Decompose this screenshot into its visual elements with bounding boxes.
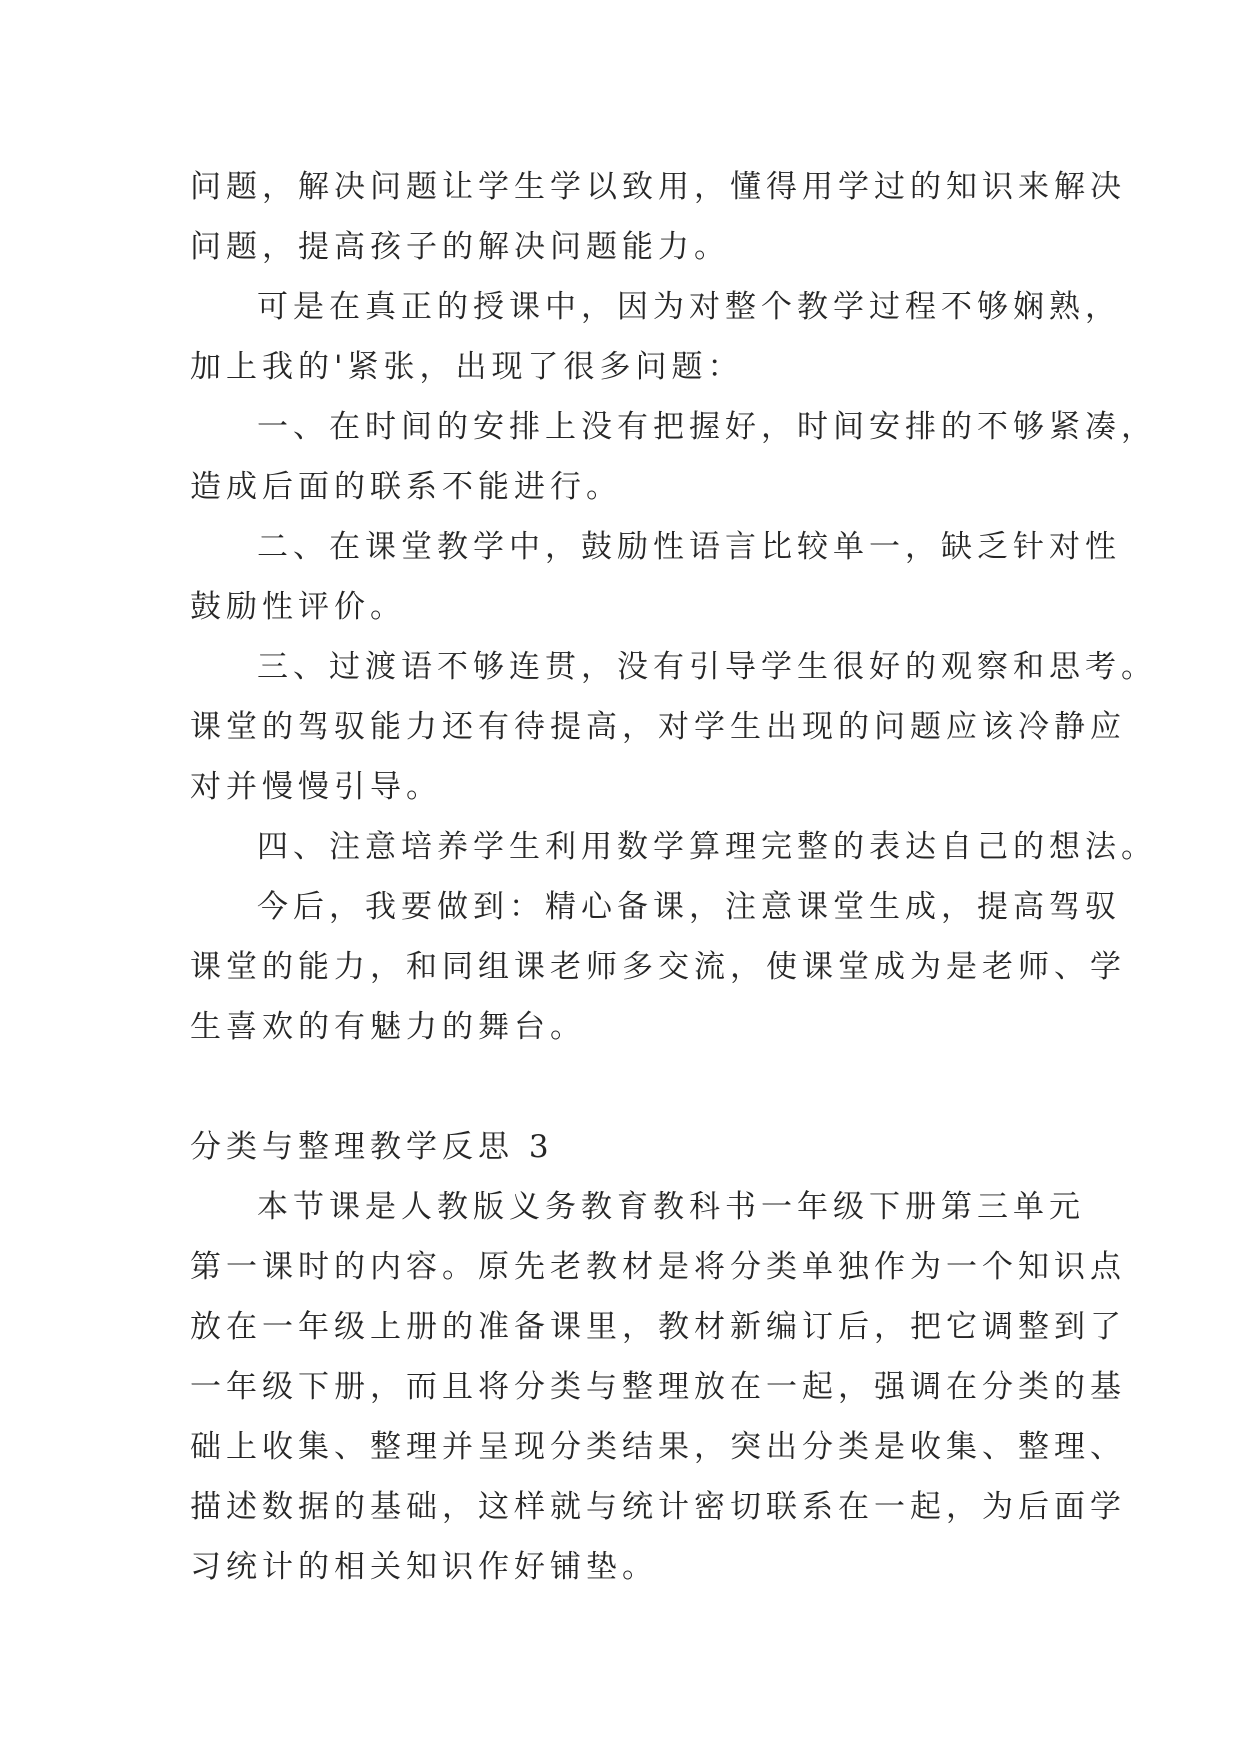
paragraph-line: 造成后面的联系不能进行。 [190, 469, 622, 505]
paragraph-line: 课堂的驾驭能力还有待提高，对学生出现的问题应该冷静应 [190, 709, 1126, 745]
paragraph-line: 本节课是人教版义务教育教科书一年级下册第三单元 [257, 1189, 1085, 1225]
paragraph-line: 第一课时的内容。原先老教材是将分类单独作为一个知识点 [190, 1249, 1126, 1285]
paragraph-line: 习统计的相关知识作好铺垫。 [190, 1549, 658, 1585]
paragraph-line: 问题，提高孩子的解决问题能力。 [190, 229, 730, 265]
paragraph-line: 一、在时间的安排上没有把握好，时间安排的不够紧凑， [257, 409, 1157, 445]
paragraph-line: 鼓励性评价。 [190, 589, 406, 625]
paragraph-line: 生喜欢的有魅力的舞台。 [190, 1009, 586, 1045]
paragraph-line: 课堂的能力，和同组课老师多交流，使课堂成为是老师、学 [190, 949, 1126, 985]
paragraph-line: 问题，解决问题让学生学以致用，懂得用学过的知识来解决 [190, 169, 1126, 205]
paragraph-line: 放在一年级上册的准备课里，教材新编订后，把它调整到了 [190, 1309, 1126, 1345]
paragraph-line: 一年级下册，而且将分类与整理放在一起，强调在分类的基 [190, 1369, 1126, 1405]
section-heading: 分类与整理教学反思 3 [190, 1129, 554, 1165]
paragraph-line: 四、注意培养学生利用数学算理完整的表达自己的想法。 [257, 829, 1157, 865]
paragraph-line: 可是在真正的授课中，因为对整个教学过程不够娴熟， [257, 289, 1121, 325]
paragraph-line: 今后，我要做到：精心备课，注意课堂生成，提高驾驭 [257, 889, 1121, 925]
paragraph-line: 描述数据的基础，这样就与统计密切联系在一起，为后面学 [190, 1489, 1126, 1525]
paragraph-line: 础上收集、整理并呈现分类结果，突出分类是收集、整理、 [190, 1429, 1126, 1465]
paragraph-line: 三、过渡语不够连贯，没有引导学生很好的观察和思考。 [257, 649, 1157, 685]
paragraph-line: 加上我的'紧张，出现了很多问题： [190, 349, 744, 385]
paragraph-line: 二、在课堂教学中，鼓励性语言比较单一，缺乏针对性 [257, 529, 1121, 565]
paragraph-line: 对并慢慢引导。 [190, 769, 442, 805]
